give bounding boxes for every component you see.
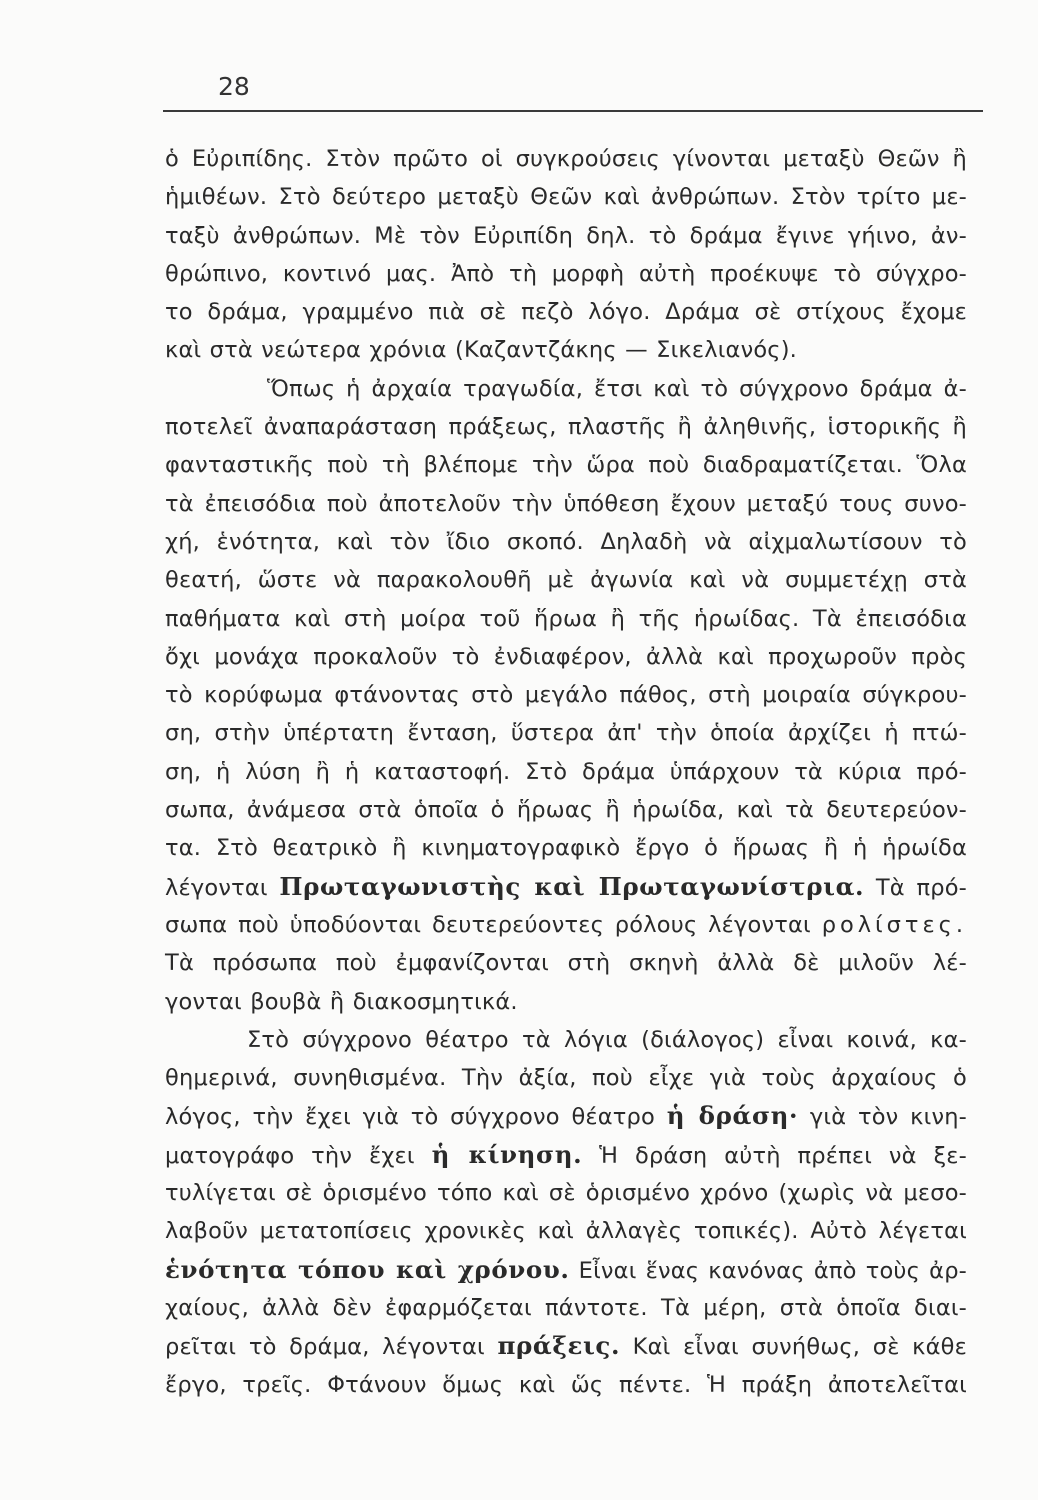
text-line — [165, 829, 967, 867]
text-segment: Στὸ σύγχρονο θέατρο τὰ λόγια (διάλογος) εἶναι κοινά, κα- — [247, 1026, 967, 1053]
text-segment: ποτελεῖ ἀναπαράσταση πράξεως, πλαστῆς ἢ ἀληθινῆς, ἱστορικῆς ἢ — [165, 414, 967, 441]
text-segment: λόγος, τὴν ἔχει γιὰ τὸ σύγχρονο θέατρο — [165, 1104, 667, 1131]
text-line — [165, 561, 967, 599]
text-segment: λέγονται — [165, 874, 280, 901]
text-segment: λαβοῦν μετατοπίσεις χρονικὲς καὶ ἀλλαγὲς τοπικές). Αὐτὸ λέγεται — [165, 1218, 967, 1245]
text-line — [165, 638, 967, 676]
text-segment: ὁ Εὐριπίδης. Στὸν πρῶτο οἱ συγκρούσεις γίνονται μεταξὺ Θεῶν ἢ — [165, 146, 967, 172]
text-line — [165, 217, 967, 255]
text-line — [165, 178, 967, 216]
text-line — [165, 408, 967, 446]
text-segment: τὰ ἐπεισόδια ποὺ ἀποτελοῦν τὴν ὑπόθεση ἔχουν μεταξύ τους συνο- — [165, 490, 967, 517]
text-line — [165, 791, 967, 829]
page-number: 28 — [218, 72, 250, 101]
text-line — [165, 1059, 967, 1097]
text-segment: τὸ κορύφωμα φτάνοντας στὸ μεγάλο πάθος, στὴ μοιραία σύγκρου- — [165, 682, 967, 709]
bold-term: πράξεις. — [497, 1331, 621, 1361]
text-line — [165, 1136, 967, 1174]
text-segment: ἡμιθέων. Στὸ δεύτερο μεταξὺ Θεῶν καὶ ἀνθρώπων. Στὸν τρίτο με- — [165, 184, 967, 211]
bold-term: ἡ κίνηση. — [431, 1139, 583, 1169]
text-line — [165, 1174, 967, 1212]
text-segment: Καὶ εἶναι συνήθως, σὲ κάθε — [620, 1334, 968, 1361]
text-segment: ταξὺ ἀνθρώπων. Μὲ τὸν Εὐριπίδη δηλ. τὸ δράμα ἔγινε γήινο, ἀν- — [165, 222, 967, 249]
text-line — [165, 983, 967, 1021]
text-line — [165, 906, 967, 944]
text-line — [165, 523, 967, 561]
bold-term: ἡ δράση· — [666, 1101, 799, 1131]
text-segment: ἔργο, τρεῖς. Φτάνουν ὅμως καὶ ὥς πέντε. Ἡ πράξη ἀποτελεῖται — [165, 1371, 967, 1398]
text-line — [165, 293, 967, 331]
header-rule — [163, 110, 983, 112]
text-line — [165, 1327, 967, 1365]
text-segment: ση, ἡ λύση ἢ ἡ καταστοφή. Στὸ δράμα ὑπάρχουν τὰ κύρια πρό- — [165, 758, 967, 785]
text-segment: τα. Στὸ θεατρικὸ ἢ κινηματογραφικὸ ἔργο ὁ ἥρωας ἢ ἡ ἡρωίδα — [165, 835, 967, 862]
text-segment: θημερινά, συνηθισμένα. Τὴν ἀξία, ποὺ εἶχε γιὰ τοὺς ἀρχαίους ὁ — [165, 1065, 967, 1092]
text-line — [165, 485, 967, 523]
text-line — [165, 676, 967, 714]
text-segment: το δράμα, γραμμένο πιὰ σὲ πεζὸ λόγο. Δράμα σὲ στίχους ἔχομε — [165, 299, 967, 326]
text-segment: χή, ἑνότητα, καὶ τὸν ἴδιο σκοπό. Δηλαδὴ νὰ αἰχμαλωτίσουν τὸ — [165, 528, 967, 555]
text-segment: καὶ στὰ νεώτερα χρόνια (Καζαντζάκης — Σικελιανός). — [165, 337, 798, 364]
text-line — [165, 944, 967, 982]
text-line — [165, 714, 967, 752]
text-segment: γιὰ τὸν κινη- — [798, 1104, 968, 1131]
text-line — [165, 1212, 967, 1250]
bold-term: ἑνότητα τόπου καὶ χρόνου. — [165, 1254, 570, 1284]
body-text — [165, 140, 967, 1404]
text-line — [165, 1366, 967, 1404]
text-line — [165, 1289, 967, 1327]
text-segment: Τὰ πρόσωπα ποὺ ἐμφανίζονται στὴ σκηνὴ ἀλλὰ δὲ μιλοῦν λέ- — [165, 950, 967, 977]
text-segment: θεατή, ὥστε νὰ παρακολουθῆ μὲ ἀγωνία καὶ νὰ συμμετέχῃ στὰ — [165, 567, 967, 594]
text-line — [165, 255, 967, 293]
text-line — [165, 331, 967, 369]
text-segment: τυλίγεται σὲ ὁρισμένο τόπο καὶ σὲ ὁρισμένο χρόνο (χωρὶς νὰ μεσο- — [165, 1180, 967, 1207]
text-segment: Ἡ δράση αὐτὴ πρέπει νὰ ξε- — [582, 1142, 967, 1169]
text-segment: θρώπινο, κοντινό μας. Ἀπὸ τὴ μορφὴ αὐτὴ προέκυψε τὸ σύγχρο- — [165, 260, 967, 287]
text-line — [165, 868, 967, 906]
text-line — [165, 1097, 967, 1135]
text-segment: Τὰ πρό- — [864, 874, 967, 901]
spaced-term: ρολίστες. — [821, 911, 967, 938]
text-segment: ση, στὴν ὑπέρτατη ἔνταση, ὕστερα ἀπ' τὴν ὁποία ἀρχίζει ἡ πτώ- — [165, 720, 967, 747]
text-line — [165, 753, 967, 791]
text-segment: σωπα, ἀνάμεσα στὰ ὁποῖα ὁ ἥρωας ἢ ἡρωίδα, καὶ τὰ δευτερεύον- — [165, 797, 967, 824]
bold-term: Πρωταγωνιστὴς καὶ Πρωταγωνίστρια. — [279, 871, 865, 901]
text-line — [165, 1021, 967, 1059]
text-segment: ματογράφο τὴν ἔχει — [165, 1142, 432, 1169]
text-segment: ὄχι μονάχα προκαλοῦν τὸ ἐνδιαφέρον, ἀλλὰ καὶ προχωροῦν πρὸς — [165, 643, 967, 670]
text-line — [165, 140, 967, 178]
text-segment: σωπα ποὺ ὑποδύονται δευτερεύοντες ρόλους λέγονται — [165, 911, 822, 938]
text-line — [165, 600, 967, 638]
text-segment: γονται βουβὰ ἢ διακοσμητικά. — [165, 988, 518, 1015]
text-segment: παθήματα καὶ στὴ μοίρα τοῦ ἥρωα ἢ τῆς ἡρωίδας. Τὰ ἐπεισόδια — [165, 605, 967, 632]
text-segment: Ὅπως ἡ ἀρχαία τραγωδία, ἔτσι καὶ τὸ σύγχρονο δράμα ἀ- — [267, 375, 967, 402]
text-line — [165, 446, 967, 484]
text-line — [165, 370, 967, 408]
text-segment: Εἶναι ἕνας κανόνας ἀπὸ τοὺς ἀρ- — [569, 1257, 967, 1284]
text-line — [165, 1251, 967, 1289]
text-segment: φανταστικῆς ποὺ τὴ βλέπομε τὴν ὥρα ποὺ διαδραματίζεται. Ὅλα — [165, 452, 967, 479]
text-segment: ρεῖται τὸ δράμα, λέγονται — [165, 1334, 498, 1361]
text-segment: χαίους, ἀλλὰ δὲν ἐφαρμόζεται πάντοτε. Τὰ μέρη, στὰ ὁποῖα διαι- — [165, 1294, 967, 1321]
